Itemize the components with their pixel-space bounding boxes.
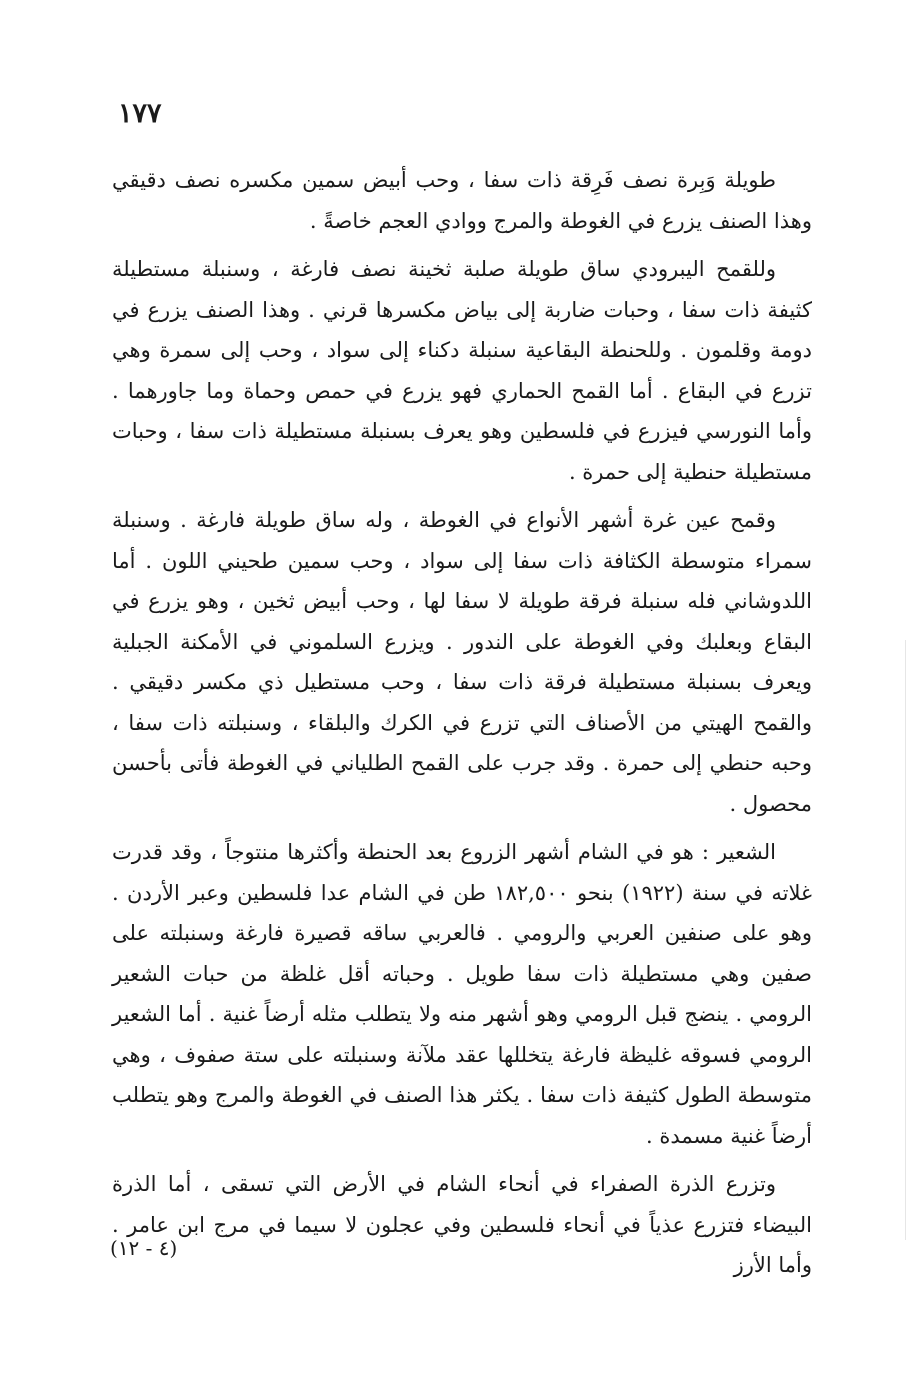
signature-mark: (٤ - ١٢) bbox=[110, 1236, 178, 1260]
page-edge-line bbox=[905, 640, 906, 1240]
body-text bbox=[112, 160, 812, 1286]
paragraph-yabroudi-wheat: وللقمح اليبرودي ساق طويلة صلبة ثخينة نصف فارغة ، وسنبلة مستطيلة كثيفة ذات سفا ، وحبات ضاربة إلى بياض مكسرها قرني . وهذا الصنف يزرع في دومة وقلمون . وللحنطة البقاعية سنبلة دكناء إلى سواد ، وحب إلى سمرة وهي تزرع في البقاع . أما القمح الحماري فهو يزرع في حمص وحماة وما جاورهما . وأما النورسي فيزرع في فلسطين وهو يعرف بسنبلة مستطيلة ذات سفا ، وحبات مستطيلة حنطية إلى حمرة . bbox=[112, 257, 812, 484]
paragraph-wheat-varieties-intro: طويلة وَبِرة نصف فَرِقة ذات سفا ، وحب أبيض سمين مكسره نصف دقيقي وهذا الصنف يزرع في الغوطة والمرج ووادي العجم خاصةً . bbox=[112, 168, 812, 233]
paragraph-corn: وتزرع الذرة الصفراء في أنحاء الشام في الأرض التي تسقى ، أما الذرة البيضاء فتزرع عذياً في أنحاء فلسطين وفي عجلون لا سيما في مرج ابن عامر . وأما الأرز bbox=[112, 1172, 812, 1277]
page-number: ١٧٧ bbox=[118, 98, 162, 129]
paragraph-barley: الشعير : هو في الشام أشهر الزروع بعد الحنطة وأكثرها منتوجاً ، وقد قدرت غلاته في سنة (١٩٢٢) بنحو ١٨٢,٥٠٠ طن في الشام عدا فلسطين وعبر الأردن . وهو على صنفين العربي والرومي . فالعربي ساقه قصيرة فارغة وسنبلته على صفين وهي مستطيلة ذات سفا طويل . وحباته أقل غلظة من حبات الشعير الرومي . ينضج قبل الرومي وهو أشهر منه ولا يتطلب مثله أرضاً غنية . أما الشعير الرومي فسوقه غليظة فارغة يتخللها عقد ملآنة وسنبلته على ستة صفوف ، وهي متوسطة الطول كثيفة ذات سفا . يكثر هذا الصنف في الغوطة والمرج وهو يتطلب أرضاً غنية مسمدة . bbox=[112, 840, 813, 1148]
paragraph-ain-ghurra-wheat: وقمح عين غرة أشهر الأنواع في الغوطة ، وله ساق طويلة فارغة . وسنبلة سمراء متوسطة الكثافة ذات سفا إلى سواد ، وحب سمين طحيني اللون . أما اللدوشاني فله سنبلة فرقة طويلة لا سفا لها ، وحب أبيض ثخين ، وهو يزرع في البقاع وبعلبك وفي الغوطة على الندور . ويزرع السلموني في الأمكنة الجبلية ويعرف بسنبلة مستطيلة فرقة ذات سفا ، وحب مستطيل ذي مكسر دقيقي . والقمح الهيتي من الأصناف التي تزرع في الكرك والبلقاء ، وسنبلته ذات سفا ، وحبه حنطي إلى حمرة . وقد جرب على القمح الطلياني في الغوطة فأتى بأحسن محصول . bbox=[112, 508, 812, 816]
